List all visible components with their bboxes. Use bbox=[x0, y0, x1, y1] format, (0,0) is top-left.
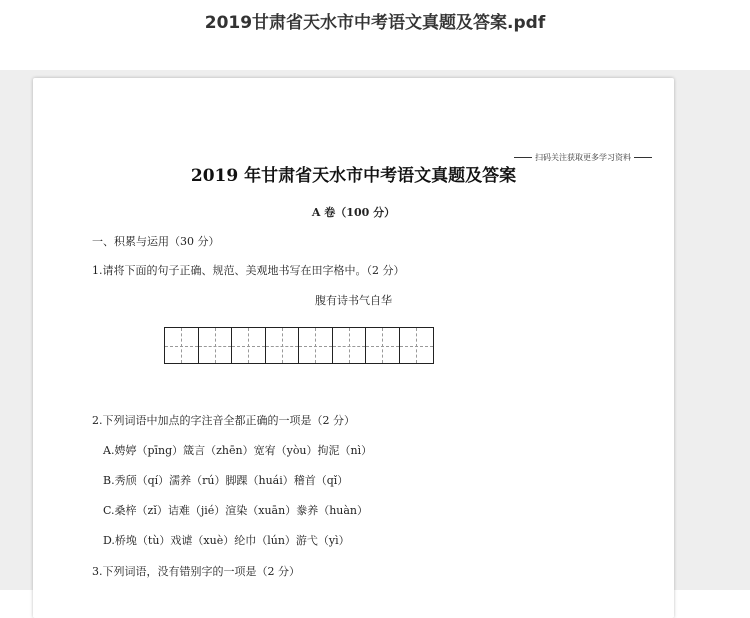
grid-cell bbox=[199, 328, 233, 363]
grid-cell bbox=[400, 328, 434, 363]
question-2-option-c: C.桑梓（zǐ）诘难（jié）渲染（xuān）豢养（huàn） bbox=[103, 504, 369, 517]
section-heading: A 卷（100 分） bbox=[311, 206, 396, 219]
grid-cell bbox=[232, 328, 266, 363]
grid-cell bbox=[333, 328, 367, 363]
watermark-dash-right bbox=[634, 157, 652, 158]
grid-cell bbox=[299, 328, 333, 363]
part-heading: 一、积累与运用（30 分） bbox=[92, 235, 220, 248]
writing-grid bbox=[164, 327, 434, 364]
question-2-option-a: A.娉婷（pīng）箴言（zhēn）宽宥（yòu）拘泥（nì） bbox=[103, 444, 373, 457]
question-2: 2.下列词语中加点的字注音全都正确的一项是（2 分） bbox=[92, 414, 355, 427]
question-3: 3.下列词语，没有错别字的一项是（2 分） bbox=[92, 565, 300, 578]
grid-cell bbox=[165, 328, 199, 363]
question-2-option-d: D.桥堍（tù）戏谑（xuè）纶巾（lún）游弋（yì） bbox=[103, 534, 350, 547]
grid-cell bbox=[266, 328, 300, 363]
question-2-option-b: B.秀颀（qí）濡养（rú）脚踝（huái）稽首（qǐ） bbox=[103, 474, 349, 487]
paper-title: 2019 年甘肃省天水市中考语文真题及答案 bbox=[190, 166, 517, 186]
file-title: 2019甘肃省天水市中考语文真题及答案.pdf bbox=[204, 13, 546, 33]
question-1: 1.请将下面的句子正确、规范、美观地书写在田字格中。（2 分） bbox=[92, 264, 405, 277]
grid-cell bbox=[366, 328, 400, 363]
pdf-page bbox=[33, 78, 674, 618]
watermark-text: 扫码关注获取更多学习资料 bbox=[535, 153, 631, 162]
question-1-sentence: 腹有诗书气自华 bbox=[315, 294, 392, 307]
watermark-dash-left bbox=[514, 157, 532, 158]
viewer-header bbox=[0, 0, 750, 70]
